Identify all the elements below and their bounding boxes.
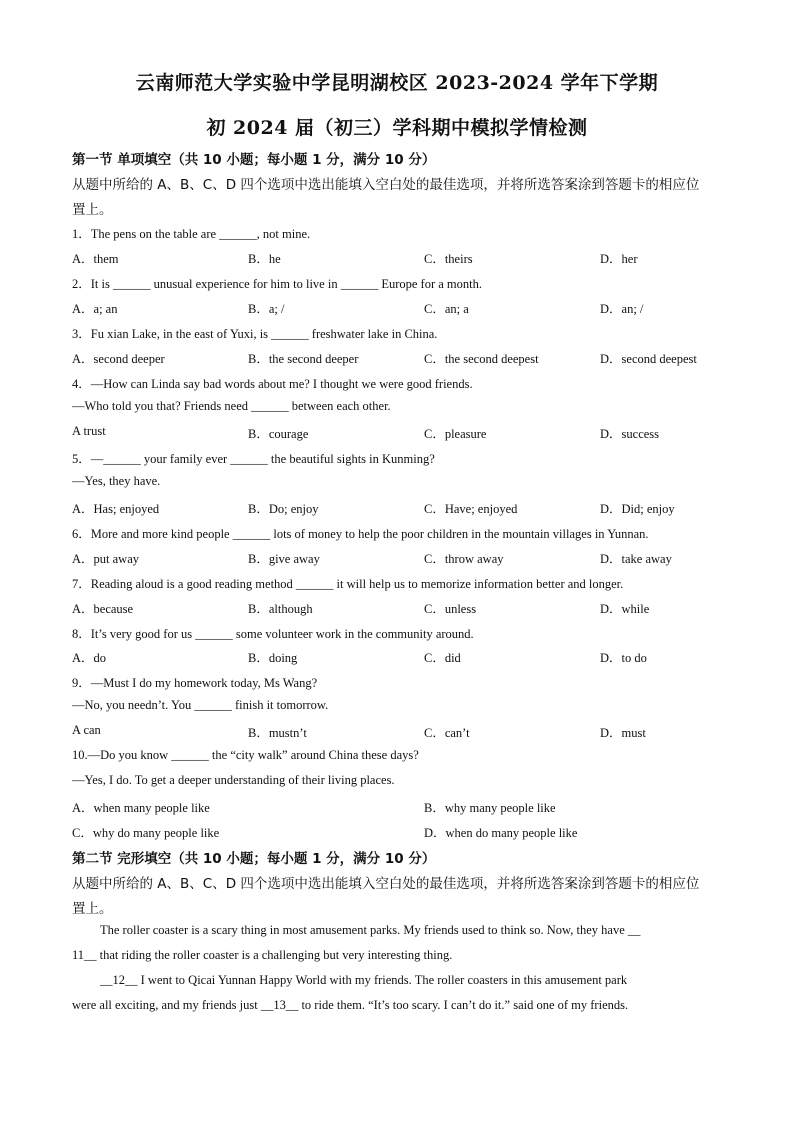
q5-option-d: D．Did; enjoy [600, 502, 675, 516]
q7-option-d: D．while [600, 602, 650, 616]
question-9-reply: —No, you needn’t. You ______ finish it tomorrow. [72, 698, 329, 712]
q1-option-b: B．he [248, 252, 281, 266]
q5-option-a: A．Has; enjoyed [72, 502, 160, 516]
question-10: 10.—Do you know ______ the “city walk” around China these days? [72, 748, 419, 762]
q4-option-b: B．courage [248, 427, 309, 441]
section2-heading: 第二节 完形填空（共 10 小题；每小题 1 分，满分 10 分） [72, 851, 436, 867]
q9-option-c: C．can’t [424, 726, 470, 740]
q10-option-d: D．when do many people like [424, 826, 578, 840]
q6-option-c: C．throw away [424, 552, 504, 566]
question-8: 8．It’s very good for us ______ some volunteer work in the community around. [72, 627, 474, 641]
passage-line-3: __12__ I went to Qicai Yunnan Happy World with my friends. The roller coasters in this amusement park [100, 973, 628, 987]
q9-option-a: A can [72, 723, 101, 737]
q5-option-c: C．Have; enjoyed [424, 502, 518, 516]
q3-option-b: B．the second deeper [248, 352, 359, 366]
question-10-reply: —Yes, I do. To get a deeper understanding of their living places. [72, 773, 395, 787]
section1-heading: 第一节 单项填空（共 10 小题；每小题 1 分，满分 10 分） [72, 152, 436, 168]
q2-option-d: D．an; / [600, 302, 644, 316]
question-4-reply: —Who told you that? Friends need ______ between each other. [72, 399, 391, 413]
q9-option-d: D．must [600, 726, 646, 740]
q7-option-b: B．although [248, 602, 313, 616]
q4-option-c: C．pleasure [424, 427, 487, 441]
q10-option-c: C．why do many people like [72, 826, 220, 840]
q1-option-a: A．them [72, 252, 119, 266]
q6-option-a: A．put away [72, 552, 139, 566]
question-5: 5．—______ your family ever ______ the beautiful sights in Kunming? [72, 452, 435, 466]
section1-instruction-cont: 置上。 [72, 202, 113, 218]
q8-option-d: D．to do [600, 651, 647, 665]
passage-line-4: were all exciting, and my friends just __13__ to ride them. “It’s too scary. I can’t do it.” said one of my friends. [72, 998, 629, 1012]
question-2: 2．It is ______ unusual experience for him to live in ______ Europe for a month. [72, 277, 482, 291]
q1-option-c: C．theirs [424, 252, 473, 266]
q2-option-c: C．an; a [424, 302, 469, 316]
question-9: 9．—Must I do my homework today, Ms Wang? [72, 676, 318, 690]
q4-option-d: D．success [600, 427, 660, 441]
q3-option-a: A．second deeper [72, 352, 165, 366]
exam-title-line2: 初 2024 届（初三）学科期中模拟学情检测 [206, 117, 588, 139]
q3-option-c: C．the second deepest [424, 352, 539, 366]
q4-option-a: A trust [72, 424, 106, 438]
section2-instruction-cont: 置上。 [72, 901, 113, 917]
q7-option-c: C．unless [424, 602, 477, 616]
q3-option-d: D．second deepest [600, 352, 697, 366]
q7-option-a: A．because [72, 602, 134, 616]
q9-option-b: B．mustn’t [248, 726, 307, 740]
question-1: 1．The pens on the table are ______, not mine. [72, 227, 311, 241]
q8-option-c: C．did [424, 651, 461, 665]
question-6: 6．More and more kind people ______ lots of money to help the poor children in the mountain villages in Yunnan. [72, 527, 649, 541]
exam-title-line1: 云南师范大学实验中学昆明湖校区 2023-2024 学年下学期 [135, 72, 659, 94]
q1-option-d: D．her [600, 252, 638, 266]
q8-option-b: B．doing [248, 651, 298, 665]
q8-option-a: A．do [72, 651, 107, 665]
question-5-reply: —Yes, they have. [72, 474, 161, 488]
q2-option-b: B．a; / [248, 302, 285, 316]
passage-line-1: The roller coaster is a scary thing in most amusement parks. My friends used to think so. Now, they have __ [100, 923, 641, 937]
q2-option-a: A．a; an [72, 302, 118, 316]
question-4: 4．—How can Linda say bad words about me? I thought we were good friends. [72, 377, 473, 391]
q6-option-b: B．give away [248, 552, 320, 566]
passage-line-2: 11__ that riding the roller coaster is a challenging but very interesting thing. [72, 948, 453, 962]
q10-option-a: A．when many people like [72, 801, 210, 815]
question-7: 7．Reading aloud is a good reading method ______ it will help us to memorize information better and longer. [72, 577, 624, 591]
question-3: 3．Fu xian Lake, in the east of Yuxi, is ______ freshwater lake in China. [72, 327, 438, 341]
q6-option-d: D．take away [600, 552, 672, 566]
q10-option-b: B．why many people like [424, 801, 556, 815]
section1-instruction: 从题中所给的 A、B、C、D 四个选项中选出能填入空白处的最佳选项，并将所选答案涂到答题卡的相应位 [72, 177, 700, 193]
section2-instruction: 从题中所给的 A、B、C、D 四个选项中选出能填入空白处的最佳选项，并将所选答案涂到答题卡的相应位 [72, 876, 700, 892]
q5-option-b: B．Do; enjoy [248, 502, 319, 516]
